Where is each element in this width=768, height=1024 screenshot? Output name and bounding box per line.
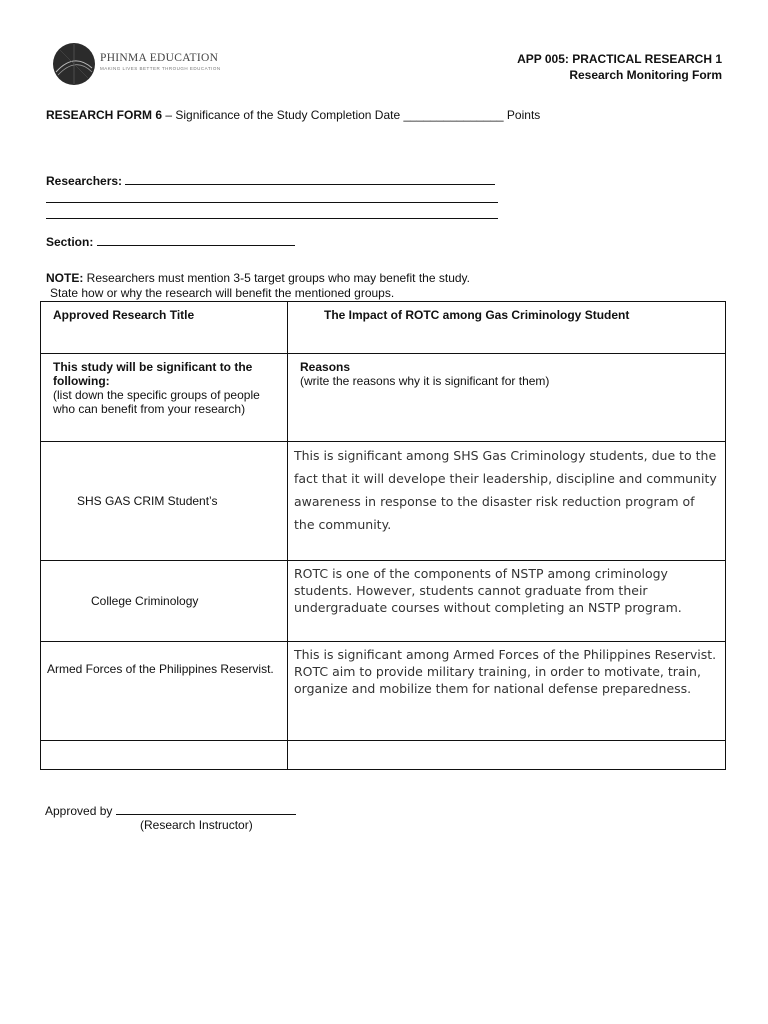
significance-table xyxy=(40,301,726,770)
table-row xyxy=(41,442,726,561)
form-label: RESEARCH FORM 6 xyxy=(46,108,163,122)
reasons-heading: Reasons xyxy=(300,360,351,374)
approval-row xyxy=(45,803,296,818)
form-description: – Significance of the Study Completion Date _______________ Points xyxy=(162,108,541,122)
reason-text: This is significant among SHS Gas Criminology students, due to the fact that it will develope their leadership, discipline and community awareness in response to the disaster risk reduction program of the community. xyxy=(294,448,717,532)
approval-signature-blank[interactable] xyxy=(116,803,296,815)
table-row xyxy=(41,561,726,642)
empty-reason-cell[interactable] xyxy=(288,741,726,770)
approved-by-label: Approved by xyxy=(45,804,113,818)
research-title: The Impact of ROTC among Gas Criminology Student xyxy=(324,308,630,322)
groups-instructions: (list down the specific groups of people who can benefit from your research) xyxy=(53,388,260,416)
groups-heading: This study will be significant to the following: xyxy=(53,360,253,388)
group-cell xyxy=(41,561,288,642)
groups-heading-cell xyxy=(41,354,288,442)
group-name: College Criminology xyxy=(91,594,199,608)
logo-brand-text: PHINMA EDUCATION xyxy=(100,52,219,64)
form-name: Research Monitoring Form xyxy=(569,68,722,82)
section-label: Section: xyxy=(46,235,94,249)
researchers-label: Researchers: xyxy=(46,174,123,188)
section-blank[interactable] xyxy=(97,234,295,246)
group-name: SHS GAS CRIM Student’s xyxy=(77,494,218,508)
form-title-line xyxy=(46,108,540,122)
reason-cell xyxy=(288,561,726,642)
note-label: NOTE: xyxy=(46,271,84,285)
title-label: Approved Research Title xyxy=(53,308,195,322)
note-text-1: Researchers must mention 3-5 target groups who may benefit the study. xyxy=(83,271,470,285)
title-row xyxy=(41,302,726,354)
empty-row xyxy=(41,741,726,770)
table-row xyxy=(41,642,726,741)
reason-cell xyxy=(288,442,726,561)
researchers-blank-2[interactable] xyxy=(46,202,498,203)
note-line-1 xyxy=(46,271,470,285)
researchers-blank-3[interactable] xyxy=(46,218,498,219)
researchers-row xyxy=(46,173,495,188)
title-label-cell xyxy=(41,302,288,354)
course-title: APP 005: PRACTICAL RESEARCH 1 xyxy=(517,52,722,66)
empty-group-cell[interactable] xyxy=(41,741,288,770)
heading-row xyxy=(41,354,726,442)
group-cell xyxy=(41,442,288,561)
researchers-blank-1[interactable] xyxy=(125,173,495,185)
approval-role: (Research Instructor) xyxy=(140,818,253,832)
group-name: Armed Forces of the Philippines Reservist. xyxy=(47,662,274,676)
reason-text: ROTC is one of the components of NSTP among criminology students. However, students cannot graduate from their undergraduate courses without completing an NSTP program. xyxy=(294,566,682,615)
reasons-instructions: (write the reasons why it is significant for them) xyxy=(300,374,550,388)
title-value-cell xyxy=(288,302,726,354)
phinma-logo xyxy=(46,42,226,86)
reasons-heading-cell xyxy=(288,354,726,442)
reason-text: This is significant among Armed Forces of the Philippines Reservist. ROTC aim to provide military training, in order to motivate, train, organize and mobilize them for national defense preparedness. xyxy=(294,647,717,696)
logo-tagline: MAKING LIVES BETTER THROUGH EDUCATION xyxy=(100,66,221,71)
section-row xyxy=(46,234,295,249)
group-cell xyxy=(41,642,288,741)
note-text-2: State how or why the research will benefit the mentioned groups. xyxy=(50,286,395,300)
reason-cell xyxy=(288,642,726,741)
